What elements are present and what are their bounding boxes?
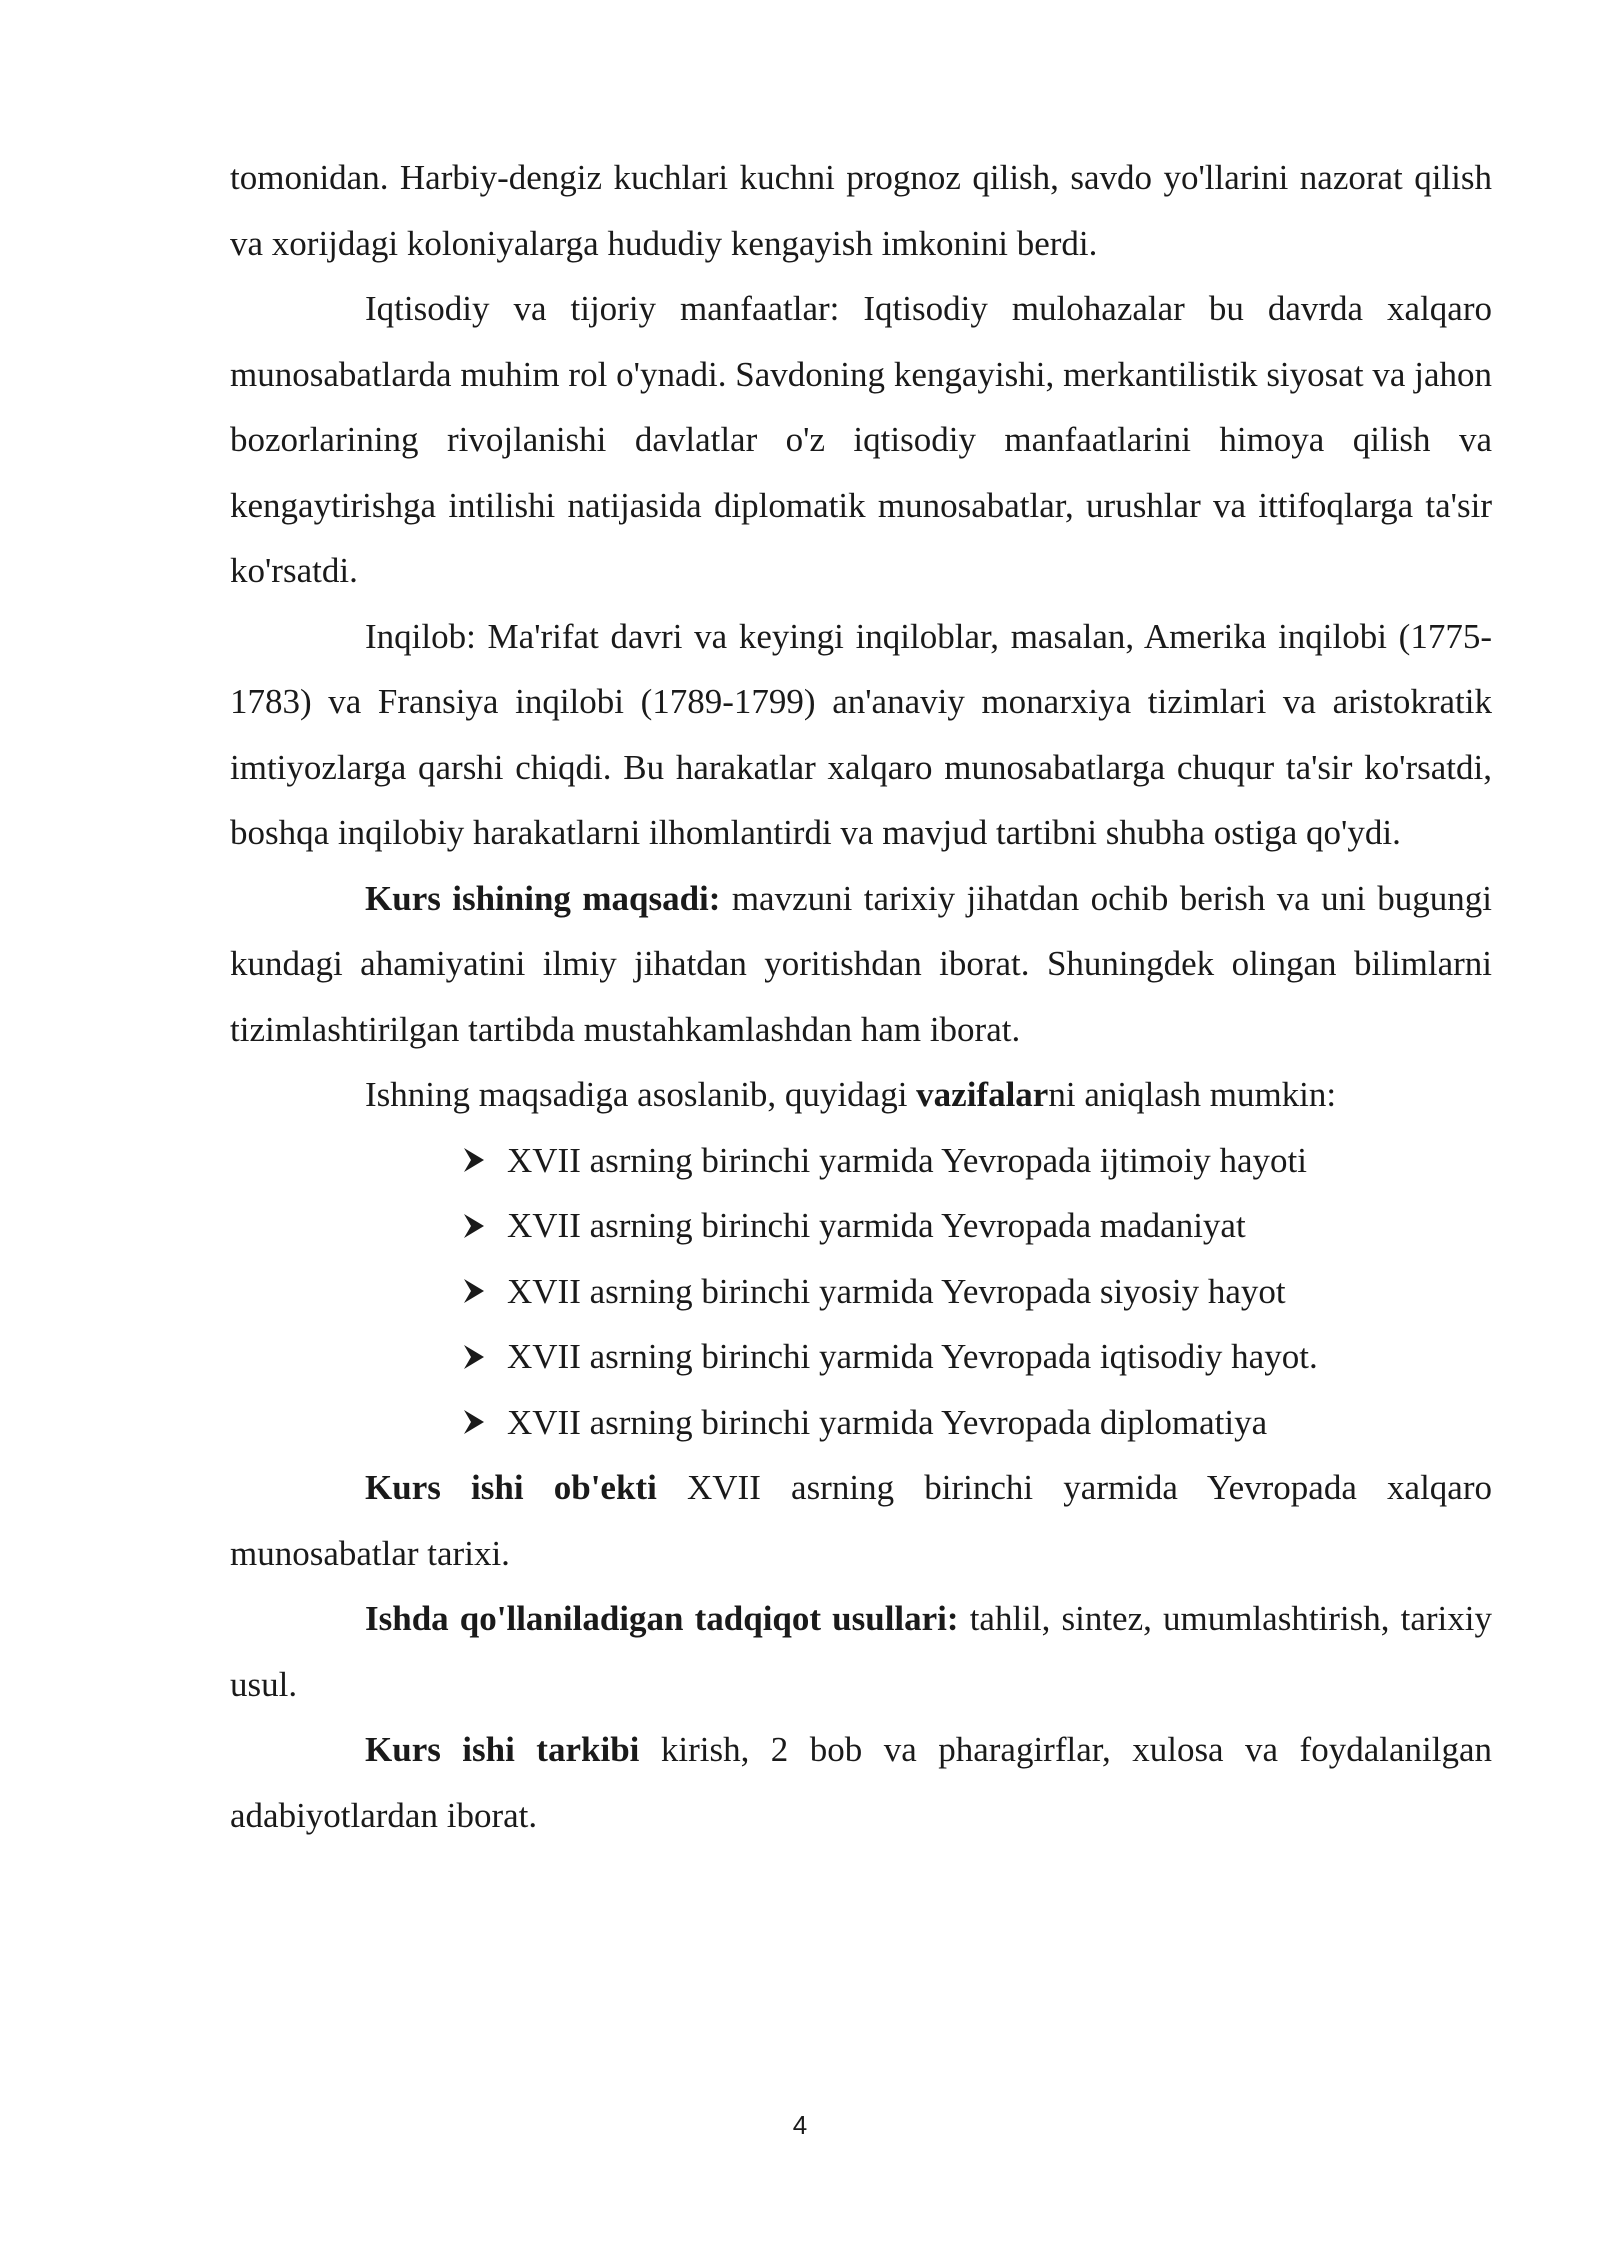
paragraph-revolution: Inqilob: Ma'rifat davri va keyingi inqiloblar, masalan, Amerika inqilobi (1775-1783) va Fransiya inqilobi (1789-1799) an'anaviy monarxiya tizimlari va aristokratik imtiyozlarga qarshi chiqdi. Bu harakatlar xalqaro munosabatlarga chuqur ta'sir ko'rsatdi, boshqa inqilobiy harakatlarni ilhomlantirdi va mavjud tartibni shubha ostiga qo'ydi. <box>230 616 1492 852</box>
arrow-bullet-icon <box>463 1213 485 1239</box>
list-item <box>463 1259 1492 1325</box>
page-number: 4 <box>792 2110 808 2140</box>
paragraph-course-object <box>230 1455 1492 1586</box>
arrow-bullet-icon <box>463 1147 485 1173</box>
document-page <box>230 145 1492 1848</box>
course-goal-text: mavzuni tarixiy jihatdan ochib berish va uni bugungi kundagi ahamiyatini ilmiy jihatdan yoritishdan iborat. Shuningdek olingan bilimlarni tizimlashtirilgan tartibda mustahkamlashdan ham iborat. <box>230 878 1492 1049</box>
task-text: XVII asrning birinchi yarmida Yevropada iqtisodiy hayot. <box>507 1337 1318 1376</box>
tasks-intro-bold: vazifalar <box>916 1075 1049 1114</box>
paragraph-research-methods <box>230 1586 1492 1717</box>
task-text: XVII asrning birinchi yarmida Yevropada diplomatiya <box>507 1402 1268 1442</box>
list-item <box>463 1390 1492 1456</box>
paragraph-course-goal <box>230 866 1492 1063</box>
task-text: XVII asrning birinchi yarmida Yevropada siyosiy hayot <box>507 1271 1286 1311</box>
tasks-list <box>230 1128 1492 1456</box>
paragraph-economic-interests: Iqtisodiy va tijoriy manfaatlar: Iqtisodiy mulohazalar bu davrda xalqaro munosabatlarda muhim rol o'ynadi. Savdoning kengayishi, merkantilistik siyosat va jahon bozorlarining rivojlanishi davlatlar o'z iqtisodiy manfaatlarini himoya qilish va kengaytirishga intilishi natijasida diplomatik munosabatlar, urushlar va ittifoqlarga ta'sir ko'rsatdi. <box>230 289 1492 590</box>
list-item <box>463 1128 1492 1194</box>
arrow-bullet-icon <box>463 1409 485 1435</box>
list-item <box>463 1193 1492 1259</box>
course-structure-label: Kurs ishi tarkibi <box>365 1730 640 1769</box>
course-object-label: Kurs ishi ob'ekti <box>365 1468 657 1507</box>
task-text: XVII asrning birinchi yarmida Yevropada madaniyat <box>507 1206 1246 1245</box>
course-object-text: XVII asrning birinchi yarmida Yevropada xalqaro munosabatlar tarixi. <box>230 1468 1492 1573</box>
tasks-intro-after: ni aniqlash mumkin: <box>1048 1075 1337 1114</box>
arrow-bullet-icon <box>463 1278 485 1304</box>
task-text: XVII asrning birinchi yarmida Yevropada ijtimoiy hayoti <box>507 1140 1307 1180</box>
tasks-intro-before: Ishning maqsadiga asoslanib, quyidagi <box>365 1075 917 1114</box>
arrow-bullet-icon <box>463 1344 485 1370</box>
paragraph-course-structure <box>230 1717 1492 1848</box>
course-structure-text: kirish, 2 bob va pharagirflar, xulosa va foydalanilgan adabiyotlardan iborat. <box>230 1730 1492 1835</box>
research-methods-text: tahlil, sintez, umumlashtirish, tarixiy usul. <box>230 1599 1492 1704</box>
paragraph-tasks-intro <box>230 1062 1492 1128</box>
list-item <box>463 1324 1492 1390</box>
research-methods-label: Ishda qo'llaniladigan tadqiqot usullari: <box>365 1599 959 1638</box>
paragraph-naval-power: tomonidan. Harbiy-dengiz kuchlari kuchni prognoz qilish, savdo yo'llarini nazorat qilish va xorijdagi koloniyalarga hududiy kengayish imkonini berdi. <box>230 158 1492 263</box>
course-goal-label: Kurs ishining maqsadi: <box>365 878 721 918</box>
